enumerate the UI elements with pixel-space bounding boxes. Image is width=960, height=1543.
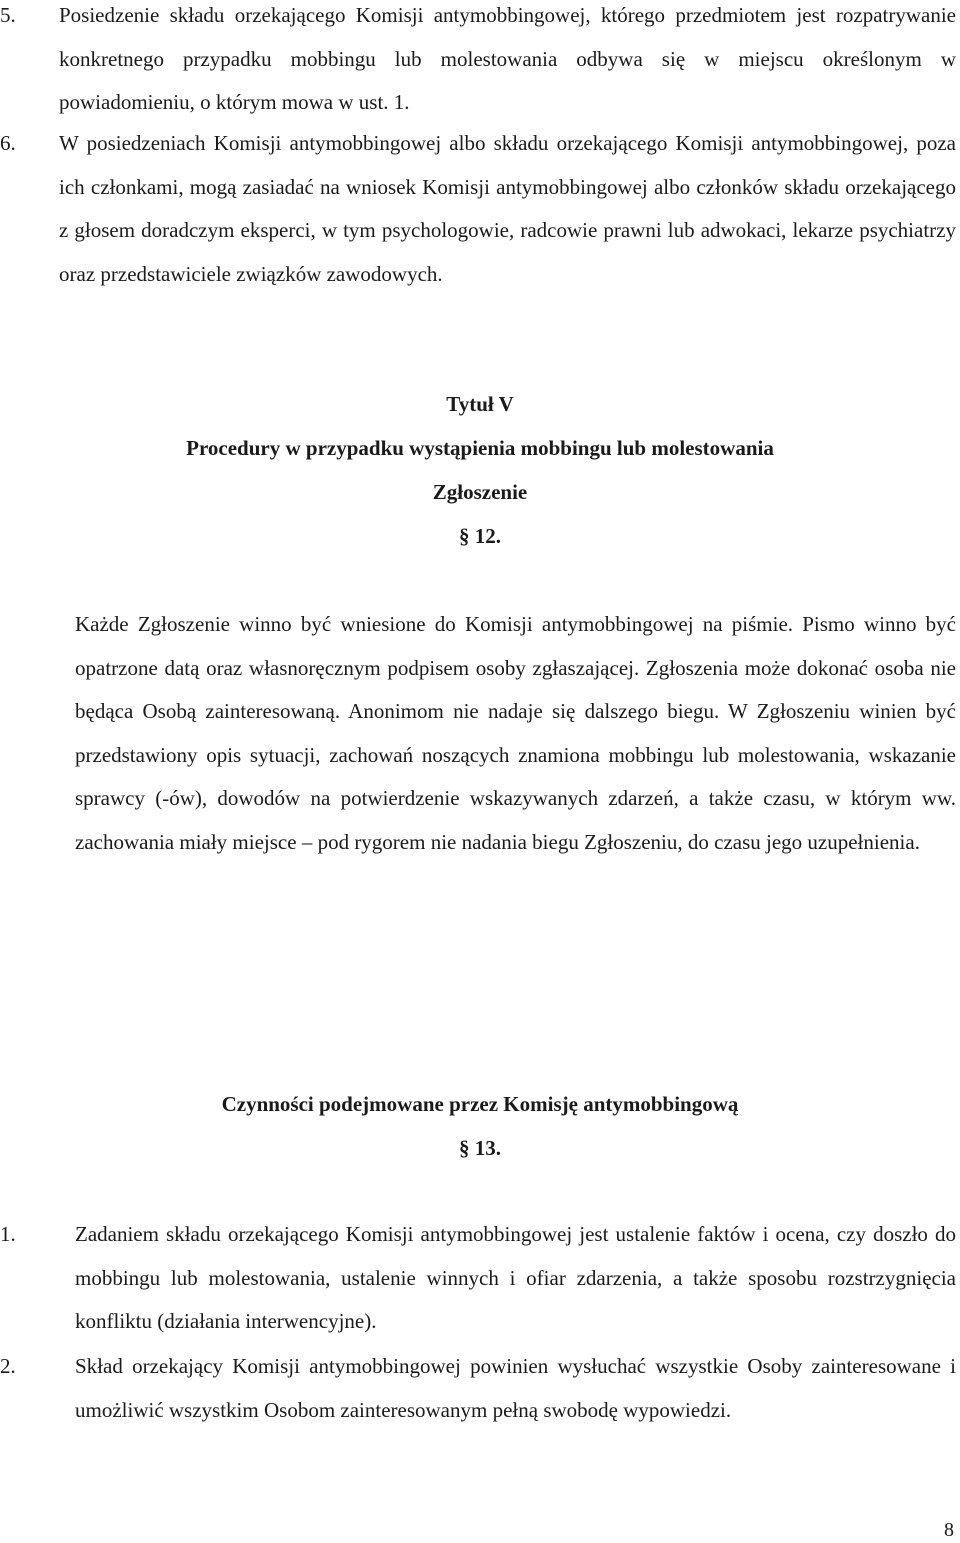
list-item-13-2 [0, 1345, 960, 1432]
list-item-5 [0, 0, 960, 125]
title-heading: Tytuł V [446, 392, 514, 416]
list-item-number: 2. [0, 1354, 16, 1378]
list-item-6 [0, 122, 960, 296]
list-item-number: 6. [0, 131, 16, 155]
list-item-number: 1. [0, 1222, 16, 1246]
section-12-paragraph: Każde Zgłoszenie winno być wniesione do Komisji antymobbingowej na piśmie. Pismo winno być opatrzone datą oraz własnoręcznym podpisem osoby zgłaszającej. Zgłoszenia może dokonać osoba nie będąca Osobą zainteresowaną. Anonimom nie nadaje się dalszego biegu. W Zgłoszeniu winien być przedstawiony opis sytuacji, zachowań noszących znamiona mobbingu lub molestowania, wskazanie sprawcy (-ów), dowodów na potwierdzenie wskazywanych zdarzeń, a także czasu, w którym ww. zachowania miały miejsce – pod rygorem nie nadania biegu Zgłoszeniu, do czasu jego uzupełnienia. [75, 612, 956, 854]
list-item-text: W posiedzeniach Komisji antymobbingowej albo składu orzekającego Komisji antymobbingowej, poza ich członkami, mogą zasiadać na wniosek Komisji antymobbingowej albo członków składu orzekającego z głosem doradczym eksperci, w tym psychologowie, radcowie prawni lub adwokaci, lekarze psychiatrzy oraz przedstawiciele związków zawodowych. [59, 131, 956, 286]
paragraph-mark: § 12. [459, 524, 501, 548]
list-item-text: Posiedzenie składu orzekającego Komisji antymobbingowej, którego przedmiotem jest rozpatrywanie konkretnego przypadku mobbingu lub molestowania odbywa się w miejscu określonym w powiadomieniu, o którym mowa w ust. 1. [59, 3, 956, 114]
section-13-heading: Czynności podejmowane przez Komisję antymobbingową [221, 1092, 739, 1116]
paragraph-mark-13: § 13. [459, 1136, 501, 1160]
list-item-number: 5. [0, 3, 16, 27]
list-item-text: Skład orzekający Komisji antymobbingowej powinien wysłuchać wszystkie Osoby zainteresowane i umożliwić wszystkim Osobom zainteresowanym pełną swobodę wypowiedzi. [75, 1354, 956, 1422]
section-heading: Zgłoszenie [432, 480, 528, 504]
page-number: 8 [944, 1519, 954, 1541]
title-subtitle: Procedury w przypadku wystąpienia mobbingu lub molestowania [186, 436, 774, 460]
list-item-13-1 [0, 1213, 960, 1344]
list-item-text: Zadaniem składu orzekającego Komisji antymobbingowej jest ustalenie faktów i ocena, czy doszło do mobbingu lub molestowania, ustalenie winnych i ofiar zdarzenia, a także sposobu rozstrzygnięcia konfliktu (działania interwencyjne). [75, 1222, 956, 1333]
